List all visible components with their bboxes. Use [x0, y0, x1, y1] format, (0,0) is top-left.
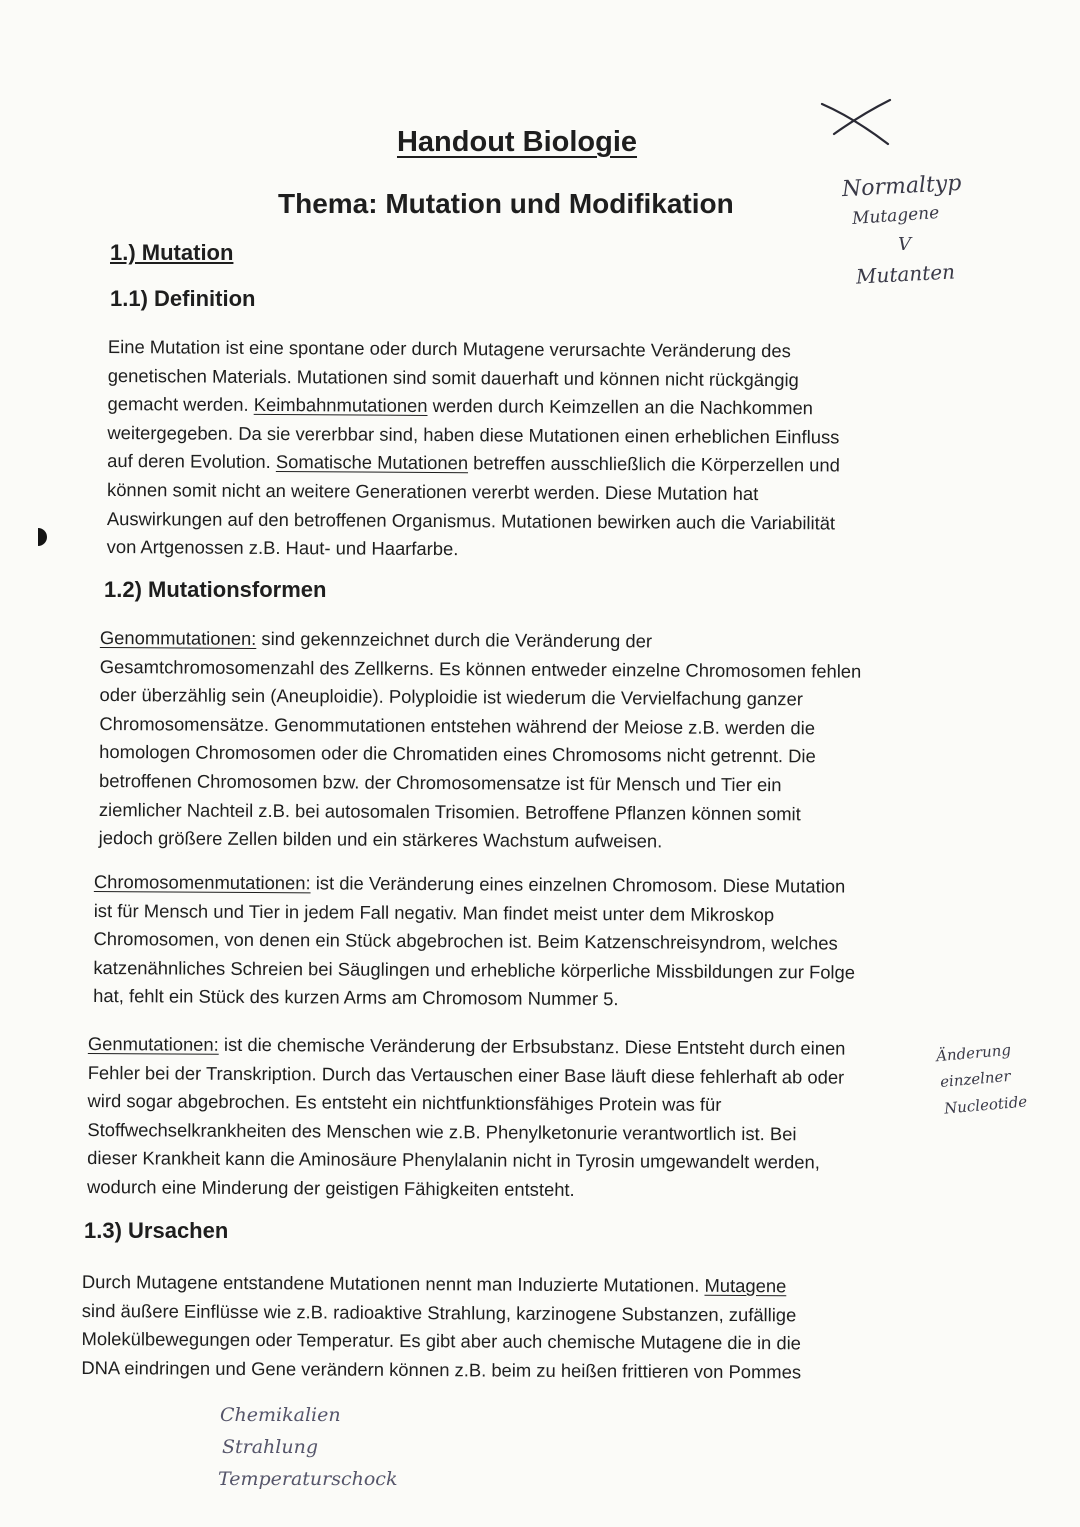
- term-genmutationen: Genmutationen:: [87, 1033, 219, 1055]
- note-nucleotide: Nucleotide: [943, 1092, 1028, 1118]
- gen-line: wodurch eine Minderung der geistigen Fähigkeiten entsteht.: [86, 1175, 575, 1200]
- note-normaltyp: Normaltyp: [841, 170, 962, 203]
- section-heading-mutation: 1.) Mutation: [110, 240, 234, 265]
- note-chemikalien: Chemikalien: [220, 1404, 341, 1426]
- note-mutanten: Mutanten: [855, 259, 956, 289]
- genom-line: homologen Chromosomen oder die Chromatiden eines Chromosoms nicht getrennt. Die: [99, 741, 816, 767]
- term-keimbahnmutationen: Keimbahnmutationen: [253, 394, 428, 417]
- chromosom-line: hat, fehlt ein Stück des kurzen Arms am Chromosom Nummer 5.: [93, 985, 619, 1010]
- punch-hole-mark: [38, 528, 47, 546]
- note-strahlung: Strahlung: [222, 1436, 319, 1458]
- definition-line: weitergegeben. Da sie vererbbar sind, haben diese Mutationen einen erheblichen Einfluss: [107, 421, 840, 448]
- definition-line: von Artgenossen z.B. Haut- und Haarfarbe.: [106, 536, 459, 560]
- page-title: Handout Biologie: [396, 126, 638, 158]
- chromosom-line: Chromosomen, von denen ein Stück abgebrochen ist. Beim Katzenschreisyndrom, welches: [93, 928, 838, 954]
- genom-line: Gesamtchromosomenzahl des Zellkerns. Es können entweder einzelne Chromosomen fehlen: [99, 655, 862, 682]
- genom-line: ziemlicher Nachteil z.B. bei autosomalen Trisomien. Betroffene Pflanzen können somit: [98, 798, 801, 824]
- genom-line: jedoch größere Zellen bilden und ein stärkeres Wachstum aufweisen.: [98, 827, 663, 852]
- gen-line: Fehler bei der Transkription. Durch das Vertauschen einer Base läuft diese fehlerhaft ab oder: [87, 1061, 845, 1088]
- definition-line: auf deren Evolution. Somatische Mutationen betreffen ausschließlich die Körperzellen und: [107, 450, 840, 476]
- gen-line: Genmutationen: ist die chemische Veränderung der Erbsubstanz. Diese Entsteht durch einen: [87, 1033, 846, 1059]
- ursachen-line: sind äußere Einflüsse wie z.B. radioaktive Strahlung, karzinogene Substanzen, zufällige: [81, 1299, 797, 1325]
- note-aenderung: Änderung: [935, 1040, 1012, 1066]
- term-genommutationen: Genommutationen:: [99, 626, 257, 649]
- term-somatische-mutationen: Somatische Mutationen: [275, 451, 469, 474]
- definition-line: gemacht werden. Keimbahnmutationen werden durch Keimzellen an die Nachkommen: [107, 393, 814, 419]
- page-subtitle: Thema: Mutation und Modifikation: [278, 188, 734, 219]
- heading-definition: 1.1) Definition: [110, 286, 256, 311]
- genom-line: Genommutationen: sind gekennzeichnet durch die Veränderung der: [99, 626, 653, 652]
- gen-line: Stoffwechselkrankheiten des Menschen wie z.B. Phenylketonurie verantwortlich ist. Bei: [87, 1118, 797, 1145]
- definition-line: Auswirkungen auf den betroffenen Organismus. Mutationen bewirken auch die Variabilität: [106, 507, 836, 534]
- note-mutagene: Mutagene: [851, 202, 940, 230]
- genom-line: betroffenen Chromosomen bzw. der Chromosomensatze ist für Mensch und Tier ein: [98, 769, 782, 796]
- note-arrow: V: [898, 234, 911, 255]
- chromosom-line: ist für Mensch und Tier in jedem Fall negativ. Man findet meist unter dem Mikroskop: [93, 899, 775, 925]
- definition-line: genetischen Materials. Mutationen sind somit dauerhaft und können nicht rückgängig: [107, 364, 799, 390]
- genom-line: oder überzählig sein (Aneuploidie). Polyploidie ist wiederum die Vervielfachung ganzer: [99, 684, 803, 710]
- gen-line: dieser Krankheit kann die Aminosäure Phenylalanin nicht in Tyrosin umgewandelt werden,: [87, 1147, 820, 1173]
- definition-line: Eine Mutation ist eine spontane oder durch Mutagene verursachte Veränderung des: [107, 335, 791, 362]
- chromosomenmutationen-paragraph: [93, 868, 855, 1016]
- chromosom-line: Chromosomenmutationen: ist die Veränderung eines einzelnen Chromosom. Diese Mutation: [93, 870, 846, 897]
- ursachen-paragraph: [81, 1268, 801, 1387]
- genom-line: Chromosomensätze. Genommutationen entstehen während der Meiose z.B. werden die: [99, 712, 816, 739]
- genmutationen-paragraph: [87, 1030, 846, 1206]
- ursachen-line: DNA eindringen und Gene verändern können z.B. beim zu heißen frittieren von Pommes: [81, 1356, 802, 1383]
- term-mutagene: Mutagene: [704, 1274, 787, 1297]
- heading-mutationsformen: 1.2) Mutationsformen: [104, 577, 327, 602]
- definition-paragraph: [107, 333, 841, 566]
- note-einzelner: einzelner: [939, 1066, 1012, 1092]
- chromosom-line: katzenähnliches Schreien bei Säuglingen und erhebliche körperliche Missbildungen zur Folge: [93, 956, 856, 983]
- ursachen-line: Durch Mutagene entstandene Mutationen nennt man Induzierte Mutationen. Mutagene: [81, 1271, 787, 1297]
- definition-line: können somit nicht an weitere Generationen vererbt werden. Diese Mutation hat: [106, 478, 759, 504]
- heading-ursachen: 1.3) Ursachen: [84, 1218, 229, 1243]
- genommutationen-paragraph: [99, 624, 862, 857]
- ursachen-line: Molekülbewegungen oder Temperatur. Es gibt aber auch chemische Mutagene die in die: [81, 1328, 802, 1354]
- note-temperaturschock: Temperaturschock: [218, 1468, 398, 1490]
- term-chromosomenmutationen: Chromosomenmutationen:: [93, 870, 311, 894]
- gen-line: wird sogar abgebrochen. Es entsteht ein nichtfunktionsfähiges Protein was für: [87, 1090, 722, 1116]
